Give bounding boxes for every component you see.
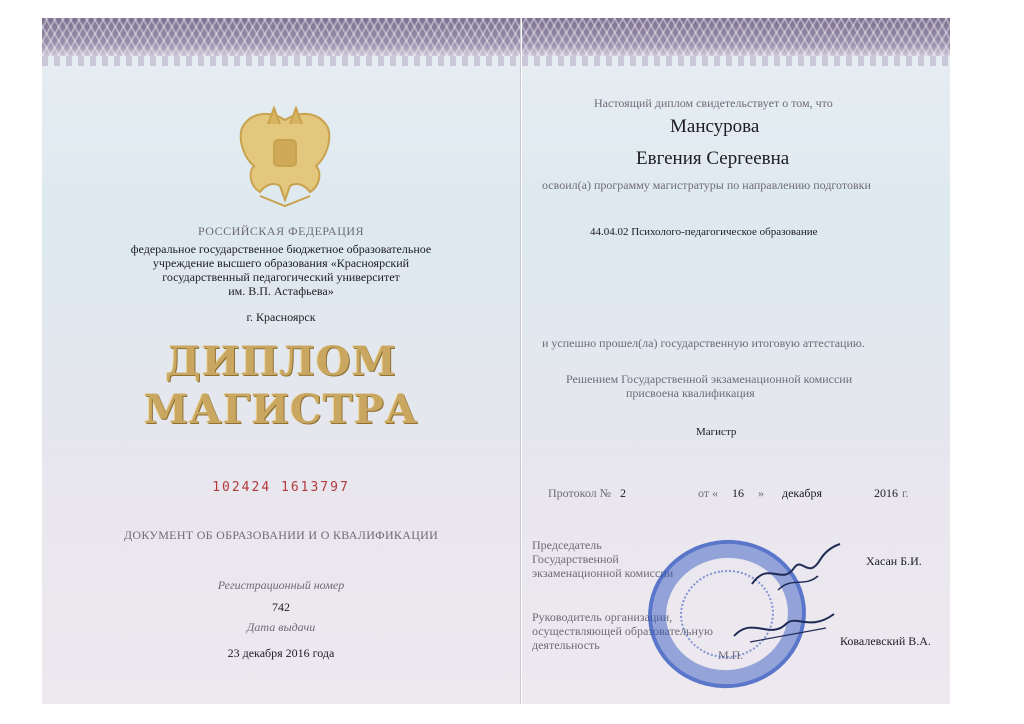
chair-title-line: экзаменационной комиссии	[532, 566, 674, 580]
diploma-title-line2: МАГИСТРА	[143, 386, 419, 433]
graduate-surname: Мансурова	[670, 116, 760, 137]
institution-line: государственный педагогический университет	[162, 270, 400, 284]
country-name: РОССИЙСКАЯ ФЕДЕРАЦИЯ	[197, 224, 365, 238]
coat-of-arms-emblem	[230, 100, 340, 212]
date-close-quote: »	[758, 486, 764, 500]
head-title-line: деятельность	[532, 638, 600, 652]
institution-line: федеральное государственное бюджетное образовательное	[130, 242, 432, 256]
issue-date-label: Дата выдачи	[246, 620, 316, 634]
issue-date: 23 декабря 2016 года	[227, 646, 335, 660]
chair-name: Хасан Б.И.	[866, 554, 922, 568]
qualification-label: присвоена квалификация	[626, 386, 755, 400]
year-suffix: г.	[902, 486, 909, 500]
diploma-cover-page	[42, 18, 521, 704]
chair-signature	[748, 540, 844, 594]
diploma-title-line1: ДИПЛОМ	[165, 338, 397, 385]
institution-line: им. В.П. Астафьева»	[228, 284, 334, 298]
chair-title-line: Председатель	[532, 538, 602, 552]
city: г. Красноярск	[246, 310, 316, 324]
head-title-line: Руководитель организации,	[532, 610, 673, 624]
head-title-line: осуществляющей образовательную	[532, 624, 713, 638]
intro-text: Настоящий диплом свидетельствует о том, что	[594, 96, 833, 110]
attestation-text: и успешно прошел(ла) государственную итоговую аттестацию.	[542, 336, 865, 350]
protocol-number: 2	[620, 486, 626, 500]
protocol-month: декабря	[782, 486, 823, 500]
decorative-guilloche-band	[42, 18, 520, 56]
program-text: освоил(а) программу магистратуры по направлению подготовки	[542, 178, 871, 192]
institution-line: учреждение высшего образования «Красноярский	[152, 256, 410, 270]
head-name: Ковалевский В.А.	[840, 634, 931, 648]
study-program: 44.04.02 Психолого-педагогическое образование	[590, 226, 818, 238]
decorative-guilloche-band	[522, 18, 950, 56]
date-from-label: от «	[698, 486, 719, 500]
qualification: Магистр	[696, 426, 737, 438]
protocol-year: 2016	[874, 486, 898, 500]
protocol-label: Протокол №	[548, 486, 612, 500]
document-type: ДОКУМЕНТ ОБ ОБРАЗОВАНИИ И О КВАЛИФИКАЦИИ	[123, 528, 439, 542]
seal-place-mark: М.П.	[718, 648, 744, 662]
commission-decision: Решением Государственной экзаменационной комиссии	[566, 372, 853, 386]
chair-title-line: Государственной	[532, 552, 619, 566]
registration-label: Регистрационный номер	[217, 578, 345, 592]
protocol-day: 16	[732, 486, 744, 500]
head-signature	[730, 606, 840, 646]
graduate-given-names: Евгения Сергеевна	[636, 148, 790, 169]
serial-number: 102424 1613797	[212, 480, 350, 495]
registration-number: 742	[272, 600, 290, 614]
